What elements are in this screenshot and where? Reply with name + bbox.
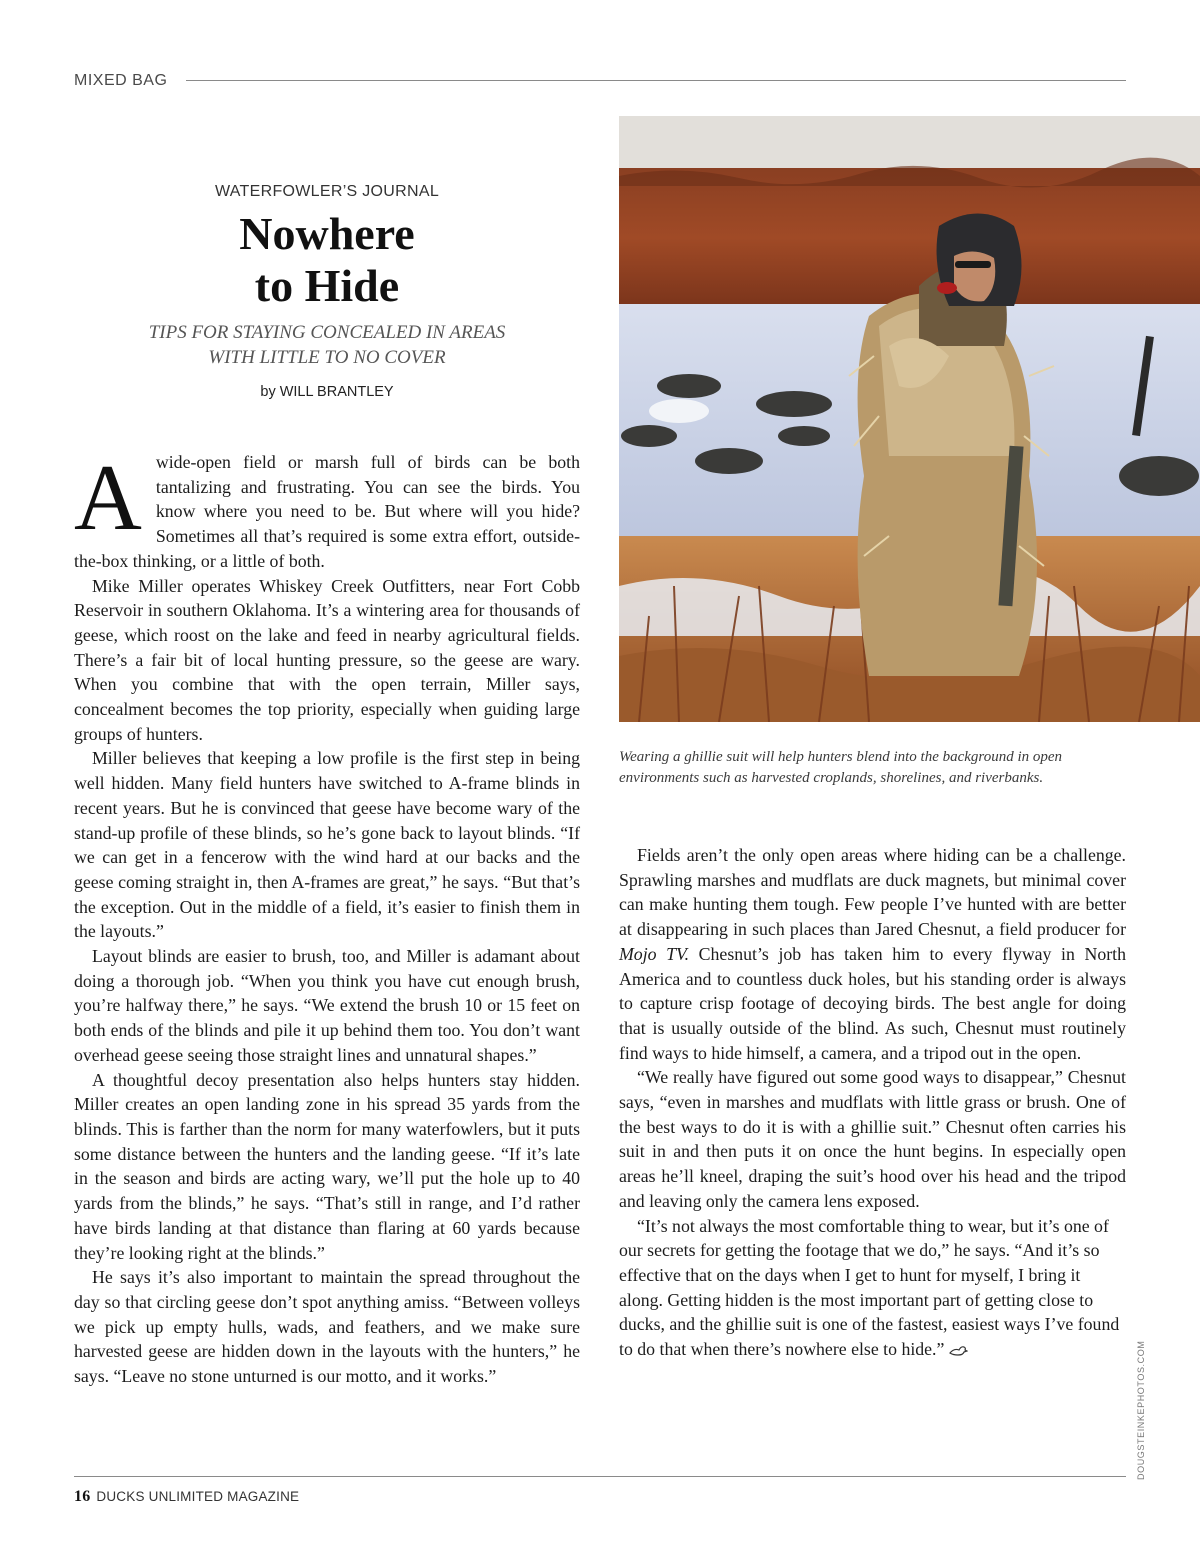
photo-caption: Wearing a ghillie suit will help hunters blend into the background in open environments such as harvested croplands, shorelines, and riverbanks.: [619, 749, 1063, 786]
article-deck: [74, 320, 580, 370]
photo-credit-text: DOUGSTEINKEPHOTOS.COM: [1136, 1340, 1146, 1480]
paragraph-9: [619, 1214, 1126, 1362]
title-line-2: to Hide: [254, 260, 400, 311]
section-label: MIXED BAG: [74, 72, 168, 89]
paragraph-7-text-a: Fields aren’t the only open areas where hiding can be a challenge. Sprawling marshes and mudflats are duck magnets, but minimal cover can make hunting them tough. Few people I’ve hunted with are better at disappearing in such places than Jared Chesnut, a field producer for: [619, 845, 1126, 940]
top-rule: [186, 80, 1126, 81]
title-line-1: Nowhere: [239, 208, 415, 259]
paragraph-7: [619, 843, 1126, 1065]
bottom-rule: [74, 1476, 1126, 1477]
article-kicker: WATERFOWLER’S JOURNAL: [214, 183, 440, 200]
article-title: [74, 208, 580, 312]
paragraph-9-text: “It’s not always the most comfortable thing to wear, but it’s one of our secrets for getting the footage that we do,” he says. “And it’s so effective that on the days when I get to hunt for myself, I bring it along. Getting hidden is the most important part of getting close to ducks, and the ghillie suit is one of the fastest, easiest ways I’ve found to do that when there’s nowhere else to hide.”: [619, 1215, 1120, 1360]
deck-line-1: TIPS FOR STAYING CONCEALED IN AREAS: [148, 322, 506, 343]
paragraph-4: Layout blinds are easier to brush, too, and Miller is adamant about doing a thorough job. “When you think you have cut enough brush, you’re halfway there,” he says. “We extend the brush 10 or 15 feet on both ends of the blinds and pile it up behind them too. You don’t want overhead geese seeing those straight lines and unnatural shapes.”: [74, 946, 580, 1065]
publication-name: DUCKS UNLIMITED MAGAZINE: [96, 1489, 300, 1504]
paragraph-1: [74, 446, 580, 574]
show-title: Mojo TV.: [619, 943, 690, 964]
paragraph-3: Miller believes that keeping a low profile is the first step in being well hidden. Many field hunters have switched to A-frame blinds in recent years. But he is convinced that geese have become wary of the stand-up profile of these blinds, so he’s gone back to layout blinds. “If we can get in a fencerow with the wind hard at our backs and the geese coming straight in, then A-frames are great,” he says. “But that’s the exception. Out in the middle of a field, it’s easier to finish them in the layouts.”: [74, 748, 580, 942]
hunter-photo: [619, 116, 1200, 722]
paragraph-5: A thoughtful decoy presentation also helps hunters stay hidden. Miller creates an open landing zone in his spread 35 yards from the blinds. This is farther than the norm for many waterfowlers, but it puts some distance between the hunters and the landing geese. “If it’s late in the season and birds are acting wary, we’ll put the hole up to 40 yards from the blinds,” he says. “That’s still in range, and I’d rather have birds landing at that distance than flaring at 60 yards because they’re looking right at the blinds.”: [74, 1069, 580, 1263]
deck-line-2: WITH LITTLE TO NO COVER: [208, 347, 446, 368]
paragraph-6: He says it’s also important to maintain the spread throughout the day so that circling geese don’t spot anything amiss. “Between volleys we pick up empty hulls, wads, and feathers, and we make sure harvested geese are hidden down in the layouts with the hunters,” he says. “Leave no stone unturned is our motto, and it works.”: [74, 1267, 580, 1387]
right-column: [619, 843, 1126, 1362]
paragraph-7-text-b: Chesnut’s job has taken him to every flyway in North America and to countless duck holes, but his standing order is always to capture crisp footage of decoying birds. The best angle for doing that is usually outside of the blind. As such, Chesnut must routinely find ways to hide himself, a camera, and a tripod out in the open.: [619, 943, 1126, 1063]
paragraph-2: Mike Miller operates Whiskey Creek Outfitters, near Fort Cobb Reservoir in southern Oklahoma. It’s a wintering area for thousands of geese, which roost on the lake and feed in nearby agricultural fields. There’s a fair bit of local hunting pressure, so the geese are wary. When you combine that with the open terrain, Miller says, concealment becomes the top priority, especially when guiding large groups of hunters.: [74, 575, 580, 744]
paragraph-8: “We really have figured out some good ways to disappear,” Chesnut says, “even in marshes and mudflats with little grass or brush. One of the best ways to do it is with a ghillie suit.” Chesnut often carries his suit in and then puts it on once the hunt begins. In especially open areas he’ll kneel, draping the suit’s hood over his head and the tripod and leaving only the camera lens exposed.: [619, 1067, 1126, 1211]
drop-cap: A: [74, 446, 142, 550]
photo-credit: [1136, 1340, 1148, 1490]
left-column: [74, 446, 580, 1389]
duck-end-mark-icon: [948, 1344, 968, 1357]
paragraph-1-text: wide-open field or marsh full of birds can be both tantalizing and frustrating. You can see the birds. You know where you need to be. But where will you hide? Sometimes all that’s required is some extra effort, outside-the-box thinking, or a little of both.: [74, 452, 580, 571]
page-number: 16: [74, 1488, 91, 1505]
byline: by WILL BRANTLEY: [260, 384, 394, 400]
page-footer: [74, 1488, 299, 1506]
